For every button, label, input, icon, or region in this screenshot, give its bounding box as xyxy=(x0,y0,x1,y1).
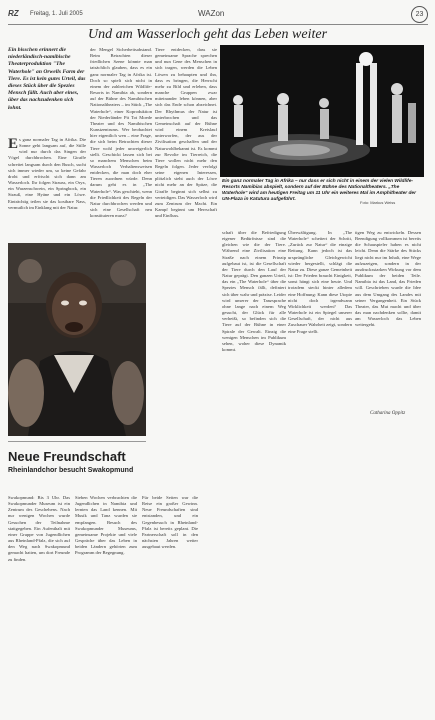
choir-photo-image xyxy=(8,243,146,436)
column-text: tigen Weg zu entwickeln. Dessen Beendigung vollkommen ist bereits die Schauspieler haben es nicht leicht. Denn die Stärke des Stücks liegt nicht nur im Inhalt, eine Wege aufzuzeigen, sondern in der ausdrucksstarken Wirkung vor dem Publikum der beiden Teile. Namibia ist das Land, das Frieden will. Geschrieben wurde die Idee aus dem Umgang des Landes mit seiner Vergangenheit. Ein Stück Theater, das Mut macht und über das man nachdenken sollte, damit am Wasserloch das Leben weitergeht. xyxy=(355,230,421,328)
story2-subhead: Rheinlandchor besucht Swakopmund xyxy=(8,467,134,474)
stage-photo xyxy=(220,45,424,177)
column-text: der Mengel Sicherheitsabstand. Beim Betrachten dieser friedlichen Szene könnte man tatsächlich glauben, dass es ein ganz normaler Tag in Afrika ist. Doch so spielt sich nicht in einem der zahlreichen Wildlife-Resorts in Namibia ab, sondern auf der Bühne des Namibischen Nationaltheaters – im Stück „The Waterhole“, einer Koproduktion der Niederländer Pit Tot Moede Theater und des Namibischen Kunstzentrums. Wer beobachtet hier eigentlich wen – eine Frage, die sich beim Betrachten dieser Tiere wohl jeder unweigerlich stellt. Geschickt lassen sich bei so manchem Menschen beim Wasserloch Verhaltensweisen entdecken, die man doch eher Tieren zuordnen würde. Denn darum geht es in „The Waterhole“. Was geschieht, wenn die Friedlichkeit des Regeln der Natur durchbrochen werden und sich eine Gesellschaft neu konstituieren muss? xyxy=(90,47,152,219)
issue-date: Freitag, 1. Juli 2005 xyxy=(30,11,83,17)
article-column-5 xyxy=(222,230,286,408)
story2-headline: Neue Freundschaft xyxy=(8,449,126,464)
article-lead: Ein bisschen erinnert die niederländisch-namibische Theaterproduktion "The Waterhole" an Orwells Farm der Tiere. Es ist kein gutes Urteil, das dieses Stück über die Spezies Mensch fällt. Auch aber eines, über das nachzudenken sich lohnt. xyxy=(8,47,86,111)
page-header xyxy=(8,6,428,25)
article-column-3 xyxy=(155,47,217,417)
article-column-1 xyxy=(8,137,86,239)
article-column-6 xyxy=(288,230,352,408)
column-text: Überwältigung. In „The Waterhole“ scheitert der Schritt, „Zurück zur Natur“ die einzige Rettung. Kann jedoch ist das ursprüngliche Gleichgewicht wieder hergestellt, schlägt die Natur zu. Diese ganze Gemeinheit ist: Der Frieden braucht Einigkeit, sonst hängt sich eine heute. Und trotzdem steckt hinter alledem eine Hoffnung: Kann diese Utopie nicht doch irgendwann Wirklichkeit werden? Das Waterhole ist ein Spiegel unserer Gesellschaft, der nicht aus Zuschauer Wahrheit zeigt, sondern eine Frage stellt. xyxy=(288,230,352,334)
column-text: s ganz normaler Tag in Afrika. Die Sonne geht langsam auf, die Stille wird nur durch das Singen der Vögel durchbrochen. Eine Giraffe schreitet langsam durch den Busch, sucht sich immer wieder um, so keine Gefahr droht und erfrischt sich dann am Wasserloch. Ihr folgen Strauss, ein Oryx, ein Warzenschwein, ein Springbock, ein Strauß, eine Hyäne und ein Löwe. Einträchtig teilen sie das kostbare Nass, vermutlich im Einklang mit der Natur. xyxy=(8,137,86,210)
photo-caption: Ein ganz normaler Tag in Afrika – nur dass er sich nicht in einem der vielen Wildlife-Resorts Namibias abspielt, sondern auf der Bühne des Nationaltheaters. „The Waterhole“ wird am heutigen Freitag um 11 Uhr ein weiteres Mal im Amphitheater der UN-Plaza in Katutura aufgeführt. xyxy=(222,179,416,202)
story2-column-2 xyxy=(75,495,137,630)
article-column-7 xyxy=(355,230,421,408)
page-number: 23 xyxy=(411,6,428,23)
article-author: Catharina Oppitz xyxy=(370,411,406,416)
stage-photo-image xyxy=(220,45,424,177)
photo-credit: Foto: Markus Weiss xyxy=(360,200,396,205)
story2-column-1 xyxy=(8,495,70,630)
section-name: WAZon xyxy=(198,9,225,18)
story-divider xyxy=(8,441,146,442)
column-text: Sieben Wochen verbrachten die Jugendlichen in Namibia und lernten das Land kennen. Mit Musik und Tanz wurden sie empfangen. Besuch des Swakopmunder Museums, gemeinsame Projekte und viele Gespräche über das Leben in beiden Ländern gehörten zum Programm der Begegnung. xyxy=(75,495,137,556)
column-text: schaft über die Befriedigung eigener Bedürfnisse sind die gleichen wie die der Tiere. Während eine Zivilisation eine Straße nach einem Prinzip aufgebaut ist, ist die Gesellschaft der Tiere durch den Lauf der Natur geprägt. Den ganzen Urteil, das ein „The Waterhole“ über die Spezies Mensch fällt, definiert sich über wahr und präzise. Leider wird unserer der Tanzsprache ohne lange nach einem Weg gesucht, der Glück für alle verheißt, so befinden sich die Tiere auf der Bühne in einer Spirale der Gewalt. Einzig die wenigen Menschen im Publikum sehen, woher diese Dynamik kommt. xyxy=(222,230,286,352)
choir-photo xyxy=(8,243,146,436)
newspaper-logo: RZ xyxy=(8,9,19,18)
column-text: Swakopmund: Bis 3 Uhr. Das Swakopmunder Museum ist ein Zentrum des Geschehens. Nach nur wenigen Wochen wurde Gesuchen der Teilnahme stattgegeben. Ein Aufenthalt mit einer Gruppe von Jugendlichen aus Rheinland-Pfalz, die sich auf den Weg nach Swakopmund gemacht hatten, um dort Freunde zu finden. xyxy=(8,495,70,562)
article-headline: Und am Wasserloch geht das Leben weiter xyxy=(88,27,328,42)
column-text: Tiere entdecken, dass sie gemeinsame Sprache sprechen und nun Gene des Menschen in sich tragen, werden die Leben Löwen zu behaupten und ihn, dass es bringen, die Herrscht mehr zu Bild und erleben, dass manche Gruppen zwar miteinander leben können, aber sich das Ende schon abzeichnet. Der Rhythmus der Natur ist unterbrochen und das Gemeinschaft auf der Bühne wird einem Kreislauf unterworfen, der aus der Zivilisation geschaffen und der Naturwohlbekannt ist. Es kommt zur Revolte im Tierreich, die Tiere wollen nicht mehr den Regeln folgen. Jeder verfolgt seine eigenen Interessen, plötzlich steht auch der Löwe nicht mehr an der Spitze, die Giraffe beginnt sich selbst zu verteidigen. Das Wasserloch wird zum Zentrum der Macht. Ein Kampf beginnt um Herrschaft und Einfluss. xyxy=(155,47,217,219)
story2-column-3 xyxy=(142,495,198,630)
drop-cap: E xyxy=(8,136,19,152)
column-text: Für beide Seiten war die Reise ein großer Gewinn. Neue Freundschaften sind entstanden, und ein Gegenbesuch in Rheinland-Pfalz ist bereits geplant. Die Partnerschaft soll in den nächsten Jahren weiter ausgebaut werden. xyxy=(142,495,198,550)
